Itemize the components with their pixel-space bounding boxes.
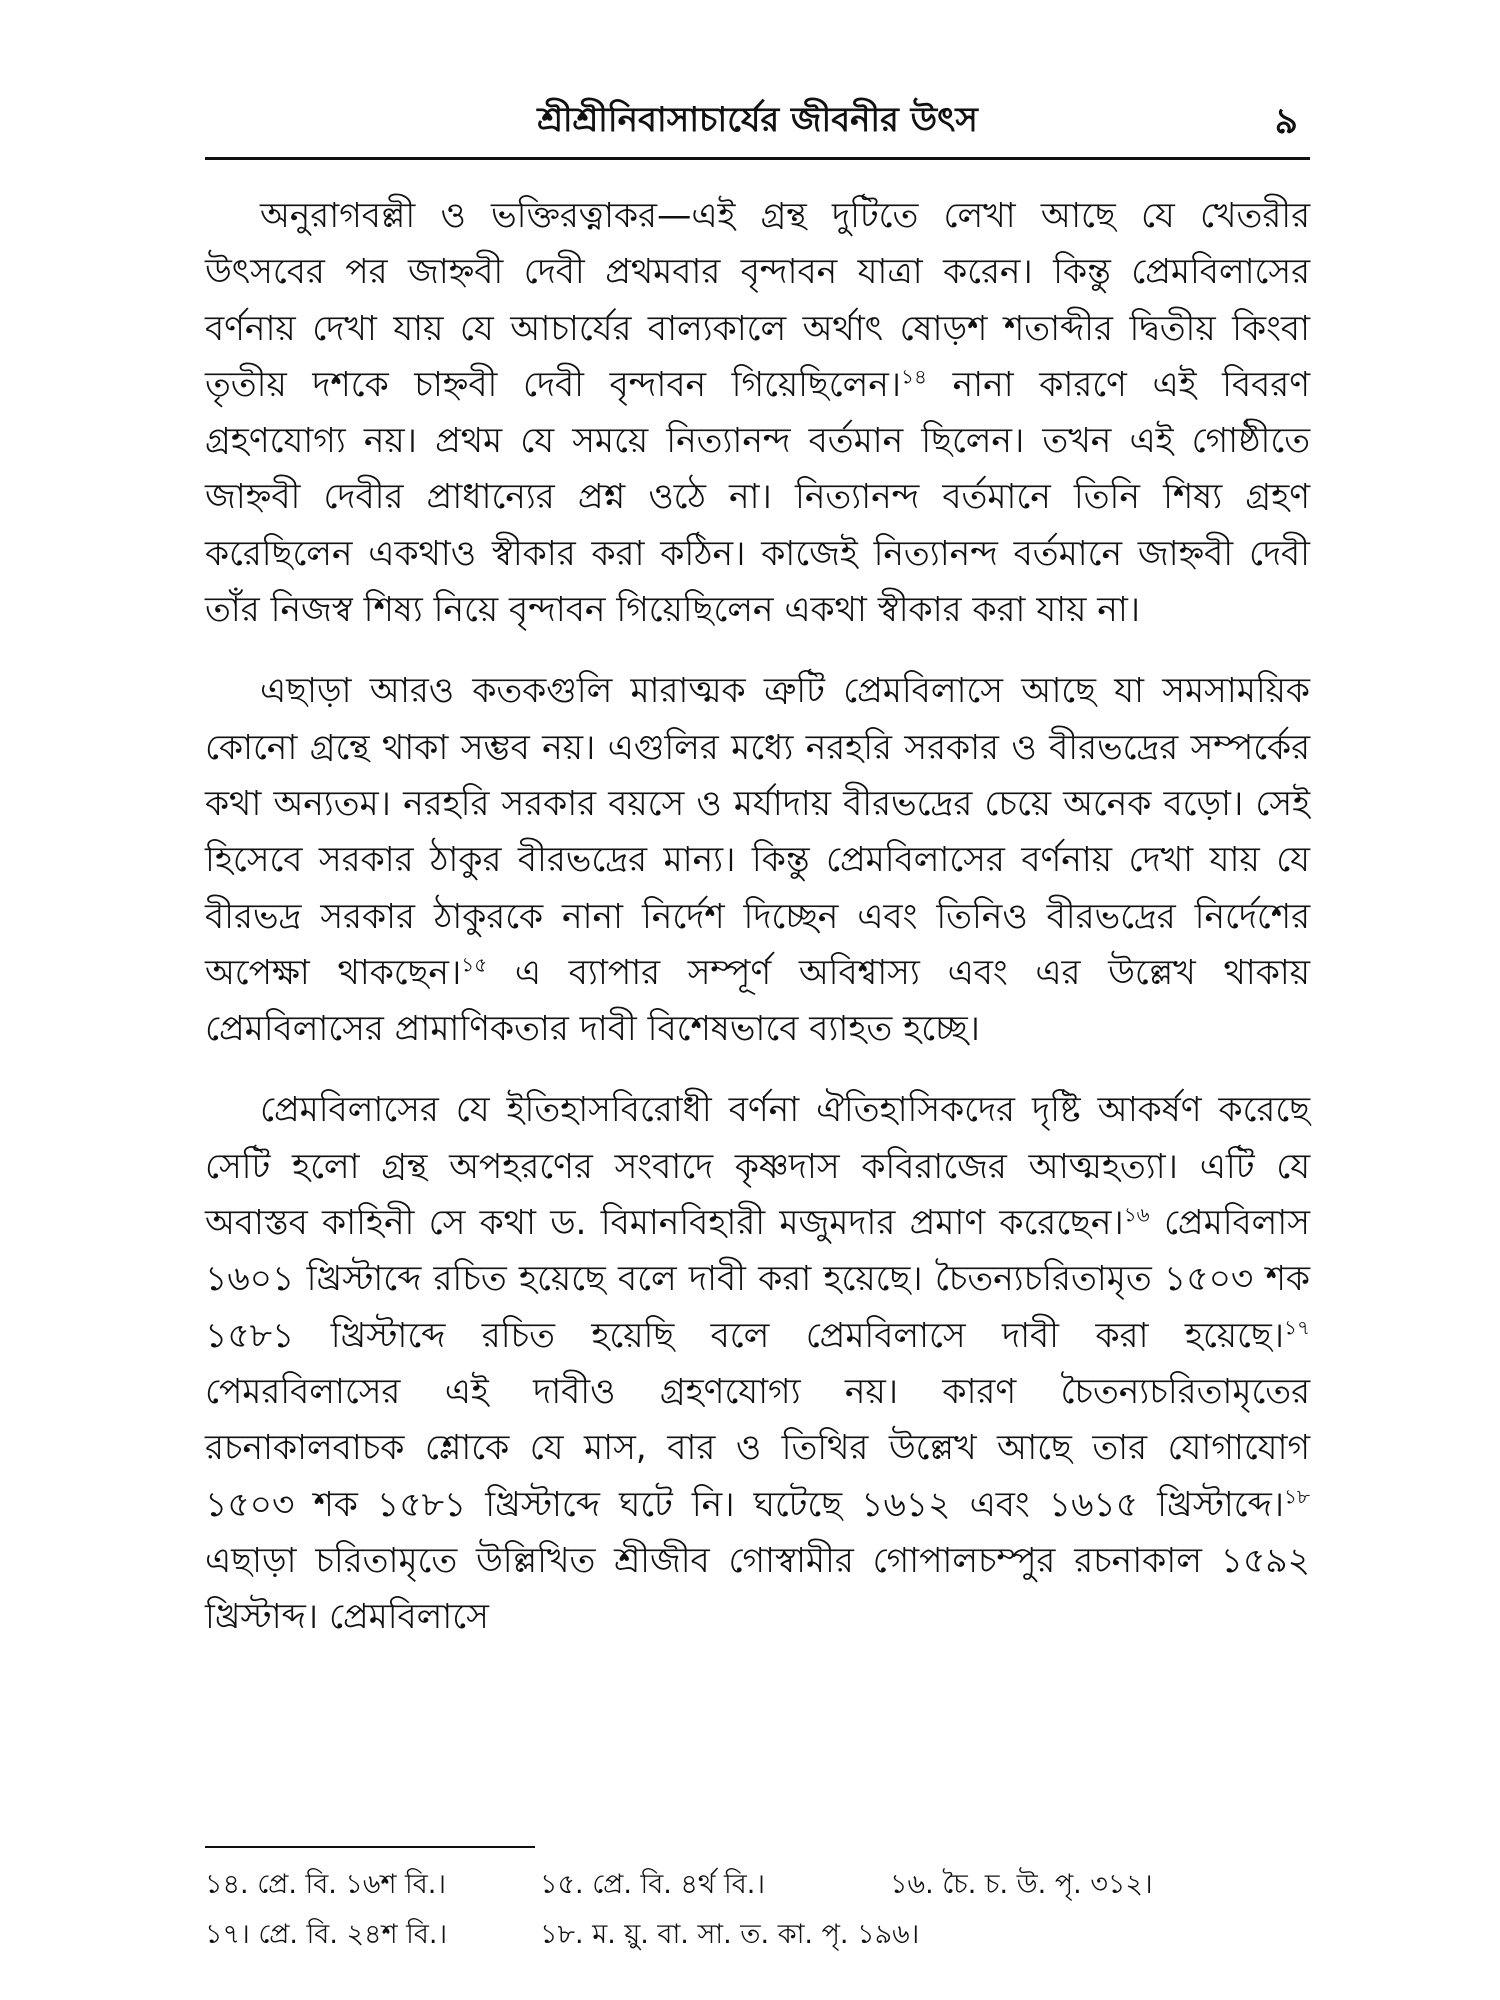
footnote-ref-16: ১৬ bbox=[1123, 1202, 1150, 1227]
paragraph-2-text-b: এ ব্যাপার সম্পূর্ণ অবিশ্বাস্য এবং এর উল্লেখ থাকায় প্রেমবিলাসের প্রামাণিকতার দাবী বিশেষভাবে ব্যাহত হচ্ছে। bbox=[205, 952, 1310, 1050]
footnote-15: ১৫. প্রে. বি. ৪র্থ বি.। bbox=[540, 1869, 765, 1900]
footnote-row-2 bbox=[205, 1910, 1310, 1960]
paragraph-3-text-c: পেমরবিলাসের এই দাবীও গ্রহণযোগ্য নয়। কারণ চৈতন্যচরিতামৃতের রচনাকালবাচক শ্লোকে যে মাস, বার ও তিথির উল্লেখ আছে তার যোগাযোগ ১৫০৩ শক ১৫৮১ খ্রিস্টাব্দে ঘটে নি। ঘটেছে ১৬১২ এবং ১৬১৫ খ্রিস্টাব্দে। bbox=[205, 1371, 1310, 1525]
paragraph-1-text-a: অনুরাগবল্লী ও ভক্তিরত্নাকর—এই গ্রন্থ দুটিতে লেখা আছে যে খেতরীর উৎসবের পর জাহ্নবী দেবী প্রথমবার বৃন্দাবন যাত্রা করেন। কিন্তু প্রেমবিলাসের বর্ণনায় দেখা যায় যে আচার্যের বাল্যকালে অর্থাৎ ষোড়শ শতাব্দীর দ্বিতীয় কিংবা তৃতীয় দশকে চাহ্নবী দেবী বৃন্দাবন গিয়েছিলেন। bbox=[205, 196, 1310, 405]
footnote-ref-18: ১৮ bbox=[1284, 1484, 1310, 1509]
footnotes bbox=[205, 1860, 1310, 1960]
running-title: শ্রীশ্রীনিবাসাচার্যের জীবনীর উৎস bbox=[537, 100, 978, 140]
footnote-row-1 bbox=[205, 1860, 1310, 1910]
footnote-rule bbox=[205, 1846, 535, 1848]
footnote-ref-15: ১৫ bbox=[461, 952, 488, 977]
footnote-17: ১৭। প্রে. বি. ২৪শ বি.। bbox=[205, 1919, 448, 1950]
paragraph-2-text-a: এছাড়া আরও কতকগুলি মারাত্মক ত্রুটি প্রেমবিলাসে আছে যা সমসাময়িক কোনো গ্রন্থে থাকা সম্ভব নয়। এগুলির মধ্যে নরহরি সরকার ও বীরভদ্রের সম্পর্কের কথা অন্যতম। নরহরি সরকার বয়সে ও মর্যাদায় বীরভদ্রের চেয়ে অনেক বড়ো। সেই হিসেবে সরকার ঠাকুর বীরভদ্রের মান্য। কিন্তু প্রেমবিলাসের বর্ণনায় দেখা যায় যে বীরভদ্র সরকার ঠাকুরকে নানা নির্দেশ দিচ্ছেন এবং তিনিও বীরভদ্রের নির্দেশের অপেক্ষা থাকছেন। bbox=[205, 671, 1310, 993]
footnote-14: ১৪. প্রে. বি. ১৬শ বি.। bbox=[205, 1869, 447, 1900]
footnote-18: ১৮. ম. য়ু. বা. সা. ত. কা. পৃ. ১৯৬। bbox=[540, 1919, 920, 1950]
footnote-ref-14: ১৪ bbox=[901, 364, 928, 389]
paragraph-3 bbox=[205, 1082, 1310, 1645]
page-number: ৯ bbox=[1274, 101, 1298, 142]
paragraph-3-text-b: প্রেমবিলাস ১৬০১ খ্রিস্টাব্দে রচিত হয়েছে বলে দাবী করা হয়েছে। চৈতন্যচরিতামৃত ১৫০৩ শক ১৫৮১ খ্রিস্টাব্দে রচিত হয়েছি বলে প্রেমবিলাসে দাবী করা হয়েছে। bbox=[205, 1203, 1310, 1356]
paragraph-2 bbox=[205, 663, 1310, 1057]
footnote-16: ১৬. চৈ. চ. উ. পৃ. ৩১২। bbox=[890, 1869, 1153, 1900]
footnote-ref-17: ১৭ bbox=[1284, 1315, 1310, 1340]
paragraph-1 bbox=[205, 188, 1310, 638]
paragraph-3-text-a: প্রেমবিলাসের যে ইতিহাসবিরোধী বর্ণনা ঐতিহাসিকদের দৃষ্টি আকর্ষণ করেছে সেটি হলো গ্রন্থ অপহরণের সংবাদে কৃষ্ণদাস কবিরাজের আত্মহত্যা। এটি যে অবাস্তব কাহিনী সে কথা ড. বিমানবিহারী মজুমদার প্রমাণ করেছেন। bbox=[205, 1090, 1310, 1244]
header-rule bbox=[205, 157, 1310, 160]
paragraph-3-text-d: এছাড়া চরিতামৃতে উল্লিখিত শ্রীজীব গোস্বামীর গোপালচম্পুর রচনাকাল ১৫৯২ খ্রিস্টাব্দ। প্রেমবিলাসে bbox=[205, 1540, 1310, 1638]
paragraph-1-text-b: নানা কারণে এই বিবরণ গ্রহণযোগ্য নয়। প্রথম যে সময়ে নিত্যানন্দ বর্তমান ছিলেন। তখন এই গোষ্ঠীতে জাহ্নবী দেবীর প্রাধান্যের প্রশ্ন ওঠে না। নিত্যানন্দ বর্তমানে তিনি শিষ্য গ্রহণ করেছিলেন একথাও স্বীকার করা কঠিন। কাজেই নিত্যানন্দ বর্তমানে জাহ্নবী দেবী তাঁর নিজস্ব শিষ্য নিয়ে বৃন্দাবন গিয়েছিলেন একথা স্বীকার করা যায় না। bbox=[205, 364, 1310, 631]
body-text bbox=[205, 188, 1310, 1670]
page-header bbox=[205, 90, 1310, 146]
